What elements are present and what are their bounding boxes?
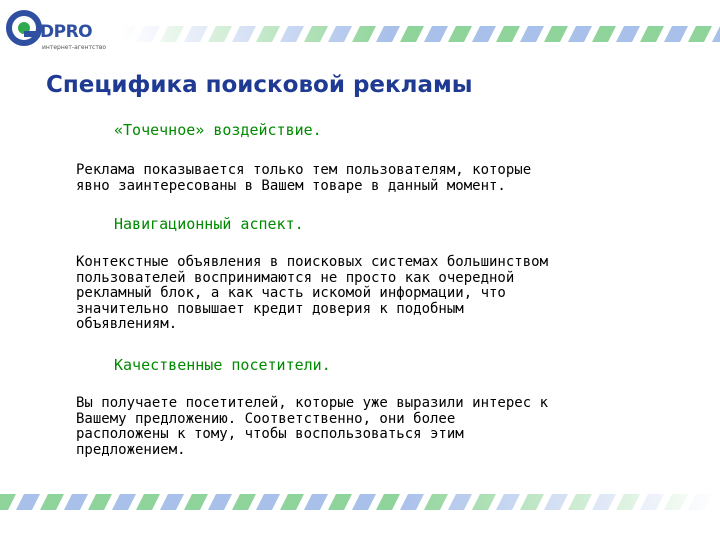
section-heading-quality-visitors: Качественные посетители.	[114, 356, 331, 374]
logo-tagline: интернет-агентство	[42, 44, 107, 51]
slide-title: Специфика поисковой рекламы	[46, 72, 473, 98]
logo-brand: DPRO	[40, 22, 93, 42]
company-logo	[4, 4, 124, 56]
section-heading-targeted: «Точечное» воздействие.	[114, 121, 322, 139]
bottom-decorative-stripes	[0, 494, 720, 510]
top-decorative-stripes	[120, 26, 720, 42]
section-heading-navigation: Навигационный аспект.	[114, 215, 304, 233]
section-text-quality-visitors: Вы получаете посетителей, которые уже выразили интерес к Вашему предложению. Соответственно, они более расположены к тому, чтобы воспользоваться этим предложением.	[76, 395, 549, 458]
section-text-navigation: Контекстные объявления в поисковых системах большинством пользователей воспринимаются не просто как очередной рекламный блок, а как часть искомой информации, что значительно повышает кредит доверия к подобным объявлениям.	[76, 254, 549, 332]
section-text-targeted: Реклама показывается только тем пользователям, которые явно заинтересованы в Вашем товаре в данный момент.	[76, 162, 532, 194]
logo-emblem-icon	[4, 4, 44, 52]
